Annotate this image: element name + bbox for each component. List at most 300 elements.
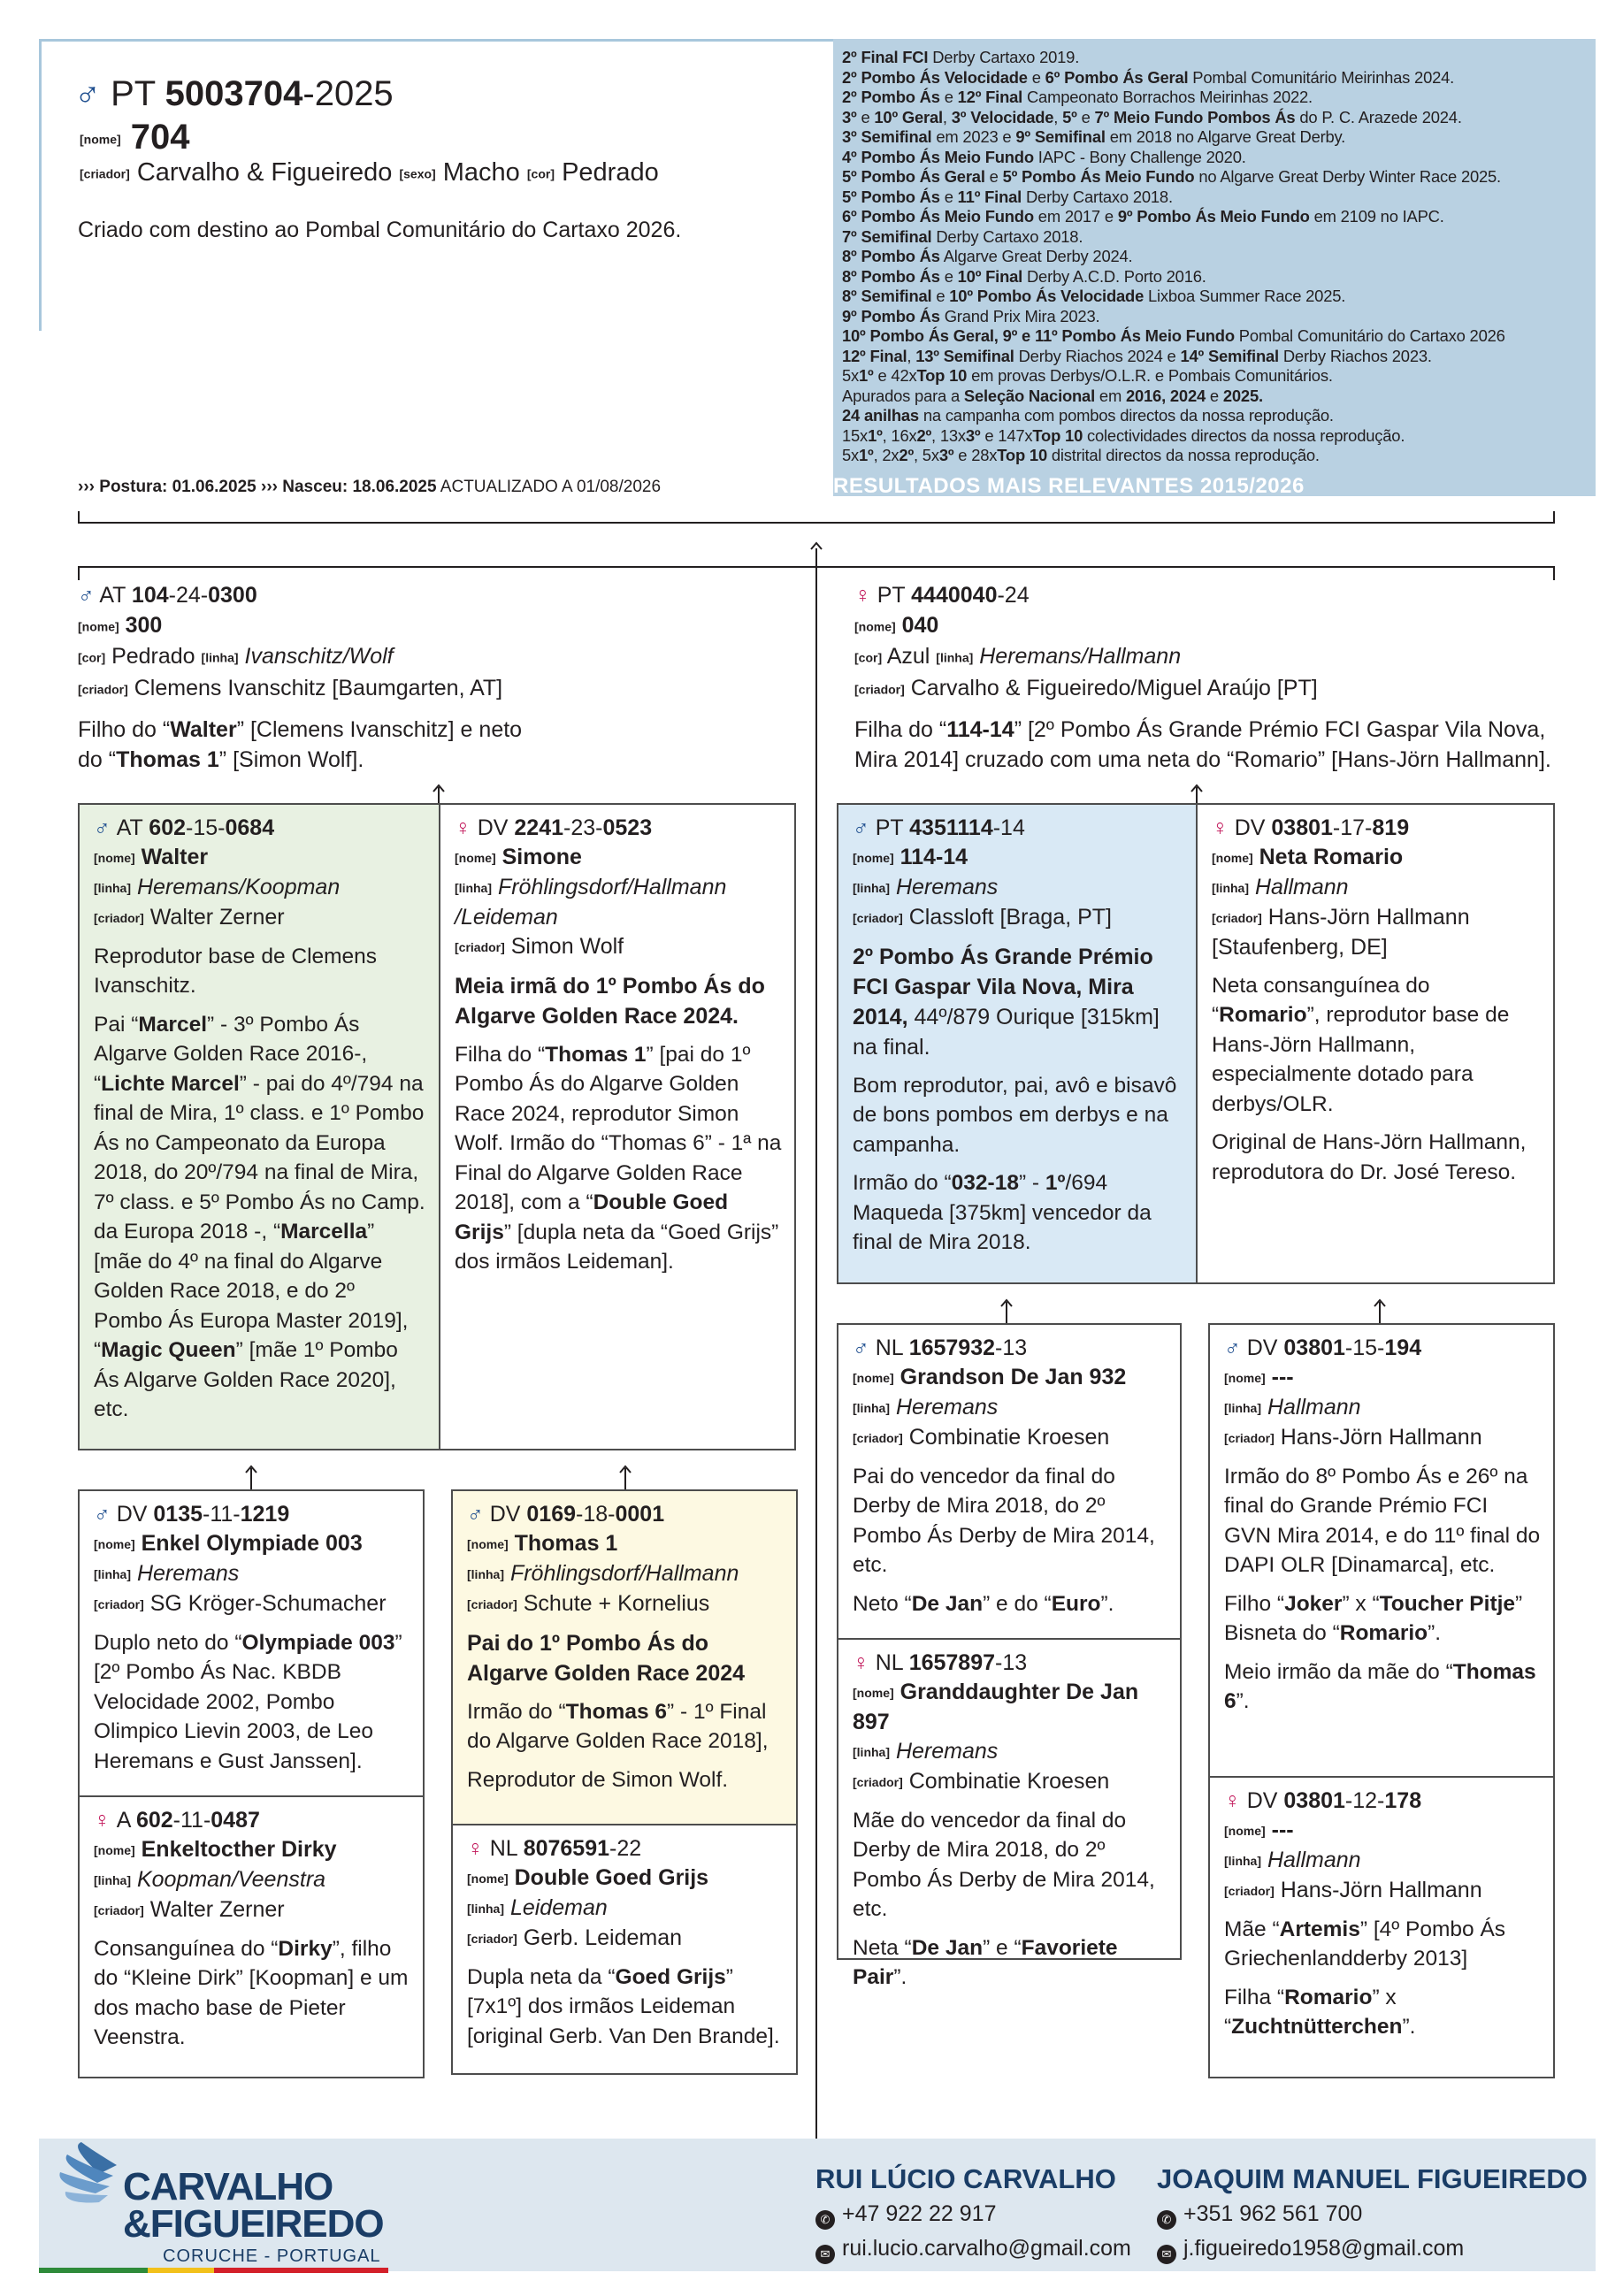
logo-subtitle: CORUCHE - PORTUGAL (163, 2246, 381, 2266)
field-tag: [linha] (853, 1744, 890, 1759)
text-run: Walter Zerner (143, 904, 285, 930)
text-run: 4º Pombo Ás Meio Fundo (842, 147, 1034, 166)
pigeon-breeder (853, 1767, 1167, 1797)
field-tag: [nome] (94, 850, 135, 865)
text-run: PT (877, 583, 912, 608)
text-run: Enkel Olympiade 003 (134, 1531, 363, 1556)
text-run: 12º Final (842, 346, 907, 365)
pigeon-highlight (467, 1628, 784, 1688)
sire-description (78, 715, 821, 775)
text-run: Favoriete Pair (853, 1935, 1118, 1990)
text-run: A (116, 1808, 136, 1833)
text-run: -14 (992, 815, 1025, 840)
text-run: Irmão do “ (853, 1171, 952, 1196)
text-run: e (1076, 107, 1095, 126)
pigeon-description (853, 1933, 1167, 1993)
text-run: -15- (186, 815, 226, 840)
text-run: Filha do “ (455, 1042, 546, 1067)
field-tag: [linha] (467, 1901, 504, 1916)
card-enkeltocther-dirky (78, 1795, 425, 2078)
text-run: , (907, 346, 916, 365)
text-run: 8º Pombo Ás (842, 266, 940, 286)
text-run: 819 (1372, 815, 1410, 840)
card-neta-romario (1196, 803, 1555, 1284)
pigeon-description (853, 1071, 1183, 1160)
field-tag: [nome] (853, 1685, 894, 1700)
field-tag: [cor] (854, 650, 883, 665)
owner-2-email[interactable]: j.figueiredo1958@gmail.com (1183, 2236, 1465, 2261)
pigeon-description (467, 1963, 784, 2052)
pigeon-description (94, 942, 426, 1001)
text-run: Magic Queen (101, 1338, 236, 1363)
pigeon-description (94, 1628, 410, 1777)
updated-date: ACTUALIZADO A 01/08/2026 (440, 478, 662, 496)
text-run: PT (875, 815, 910, 840)
text-run: ” e do “ (983, 1591, 1052, 1616)
text-run: ” [mãe 1º Pombo Ás Algarve Golden Race 2020], etc. (94, 1338, 398, 1422)
pigeon-name (853, 843, 1183, 873)
text-run: e (984, 167, 1003, 186)
text-run: Double Goed Grijs (455, 1190, 729, 1244)
male-icon: ♂ (78, 583, 95, 608)
text-run: 5x (842, 446, 860, 464)
text-run: Hallmann (1261, 1394, 1361, 1420)
field-tag: [linha] (94, 1566, 131, 1581)
female-icon: ♀ (467, 1836, 490, 1861)
text-run: Lichte Marcel (101, 1071, 240, 1096)
text-run: ”. (1428, 1621, 1442, 1646)
text-run: Heremans (131, 1560, 240, 1586)
text-run: 0487 (211, 1808, 260, 1833)
owner-1-phone[interactable]: +47 922 22 917 (842, 2201, 997, 2226)
text-run: e (1027, 67, 1045, 87)
bracket-parents (78, 566, 1555, 568)
male-icon: ♂ (74, 74, 101, 113)
text-run: Combinatie Kroesen (902, 1768, 1110, 1794)
text-run: Mãe “ (1224, 1917, 1280, 1941)
text-run: colectividades directos da nossa reprodução. (1083, 425, 1405, 445)
text-run: 3º Velocidade (951, 107, 1054, 126)
result-line (842, 347, 1587, 367)
email-icon: ✉ (1157, 2245, 1176, 2264)
connector (250, 1468, 252, 1489)
pigeon-description (455, 1040, 782, 1277)
text-run: /694 Maqueda [375km] vencedor da final de Mira 2018. (853, 1171, 1152, 1255)
text-run: e (939, 187, 958, 206)
result-line (842, 307, 1587, 327)
text-run: Derby Riachos 2024 e (1014, 346, 1181, 365)
field-tag: [nome] (94, 1842, 135, 1857)
result-line (842, 366, 1587, 386)
field-tag: [criador] (455, 939, 505, 954)
text-run: Filho do “ (78, 717, 171, 743)
text-run: do P. C. Arazede 2024. (1295, 107, 1462, 126)
pigeon-name (853, 1678, 1167, 1737)
field-tag: [criador] (94, 1596, 144, 1611)
text-run: -23- (563, 815, 603, 840)
text-run: ” [4º Pombo Ás Griechenlandderby 2013] (1224, 1917, 1506, 1971)
text-run: 4351114 (909, 815, 993, 840)
result-line (842, 386, 1587, 407)
email-icon: ✉ (815, 2245, 835, 2264)
dam-ring (877, 583, 1030, 608)
result-line (842, 446, 1587, 466)
text-run: 0001 (615, 1502, 665, 1527)
results-title: RESULTADOS MAIS RELEVANTES 2015/2026 (833, 474, 1305, 498)
sire-name: 300 (125, 613, 163, 638)
text-run: Combinatie Kroesen (902, 1424, 1110, 1450)
text-run: 2241 (514, 815, 564, 840)
dam-description (854, 715, 1597, 775)
main-ring-number: 5003704 (165, 74, 303, 113)
text-run: 6º Pombo Ás Geral (1045, 67, 1189, 87)
result-line (842, 207, 1587, 227)
sire-color-line (78, 641, 821, 672)
text-run: ”, reprodutor base de Hans-Jörn Hallmann, especialmente dotado para derbys/OLR. (1212, 1003, 1510, 1116)
text-run: 6º Pombo Ás Meio Fundo (842, 207, 1034, 226)
logo-text-line2: &FIGUEIREDO (123, 2202, 384, 2246)
text-run: Ivanschitz/Wolf (238, 644, 394, 670)
text-run: 9º Semifinal (1015, 127, 1106, 146)
owner-2 (1157, 2163, 1588, 2264)
pigeon-breeder (94, 1895, 410, 1925)
text-run: 194 (1384, 1336, 1422, 1360)
field-tag: [criador] (94, 910, 144, 925)
text-run: Pombal Comunitário do Cartaxo 2026 (1234, 326, 1505, 345)
text-run: Derby Riachos 2023. (1278, 346, 1432, 365)
sire-breeder (78, 673, 821, 704)
highlight-text: Meia irmã do 1º Pombo Ás do Algarve Golden Race 2024. (455, 973, 765, 1029)
text-run: 0300 (208, 583, 257, 608)
text-run: e 28x (953, 446, 998, 464)
connector (1196, 787, 1198, 803)
male-icon: ♂ (94, 815, 117, 840)
text-run: 1º (1045, 1171, 1066, 1196)
text-run: AT (99, 583, 132, 608)
name-tag: [nome] (854, 619, 896, 634)
card-thomas-1 (451, 1489, 798, 1825)
text-run: Azul (882, 644, 937, 670)
text-run: Mãe do vencedor da final do Derby de Mira 2018, do 2º Pombo Ás Derby de Mira 2014, etc. (853, 1808, 1155, 1922)
text-run: Marcel (138, 1012, 208, 1037)
text-run: 1219 (240, 1502, 290, 1527)
text-run: 13º Semifinal (915, 346, 1014, 365)
highlight-text: 2º Pombo Ás Grande Prémio FCI Gaspar Vila Nova, Mira 2014, (853, 944, 1153, 1029)
logo-text-line1: CARVALHO (123, 2165, 333, 2208)
card-simone (439, 803, 796, 1450)
pigeon-breeder (1224, 1423, 1541, 1453)
text-run: ”. (1236, 1689, 1250, 1714)
pigeon-highlight (455, 971, 782, 1031)
text-run: 1657897 (908, 1650, 996, 1675)
text-run: e (1206, 386, 1223, 405)
text-run: Seleção Nacional (963, 386, 1095, 405)
field-tag: [criador] (853, 1774, 903, 1789)
main-sex: Macho (442, 158, 520, 187)
ring-number (467, 1500, 784, 1529)
text-run: 10º Pombo Ás Geral, 9º e 11º Pombo Ás Meio Fundo (842, 326, 1235, 345)
text-run: ” [pai do 1º Pombo Ás do Algarve Golden Race 2024, reprodutor Simon Wolf. Irmão do “Thomas 6” - 1ª na Final do Algarve Golden Race 2018], com a “ (455, 1042, 782, 1215)
pigeon-line (467, 1894, 784, 1924)
text-run: 03801 (1283, 1788, 1345, 1813)
text-run: Walter (134, 845, 209, 869)
text-run: 3º Semifinal (842, 127, 932, 146)
text-run: 2º Final FCI (842, 48, 929, 66)
pigeon-description (467, 1765, 784, 1795)
text-run: ” [dupla neta da “Goed Grijs” dos irmãos Leideman]. (455, 1220, 779, 1274)
text-run: Grand Prix Mira 2023. (939, 306, 1100, 325)
field-tag: [linha] (455, 880, 492, 895)
text-run: e (856, 107, 875, 126)
text-run: Campeonato Borrachos Meirinhas 2022. (1022, 88, 1313, 106)
pigeon-breeder (94, 1589, 410, 1619)
born-date: Nasceu: 18.06.2025 (282, 478, 437, 496)
main-name-row (80, 117, 190, 159)
text-run: Heremans (890, 1394, 999, 1420)
text-run: Derby Cartaxo 2018. (931, 226, 1083, 246)
dam (854, 580, 1597, 775)
text-run: ” [mãe do 4º na final do Algarve Golden Race 2018, e do 2º Pombo Ás Europa Master 2019], “ (94, 1220, 409, 1363)
text-run: 2º (899, 446, 914, 464)
field-tag: [linha] (1224, 1400, 1261, 1415)
field-tag: [linha] (94, 880, 131, 895)
text-run: ” Bisneta do “ (1224, 1591, 1523, 1646)
text-run: -13 (995, 1336, 1028, 1360)
text-run: ” [Clemens Ivanschitz] e neto (236, 717, 523, 743)
text-run: DV (116, 1502, 154, 1527)
pigeon-description (1224, 1983, 1541, 2042)
pigeon-name (467, 1864, 784, 1894)
text-run: 1º (859, 446, 874, 464)
text-run: Joker (1284, 1591, 1343, 1616)
text-run: SG Kröger-Schumacher (143, 1590, 387, 1616)
pigeon-line (455, 873, 782, 932)
field-tag: [nome] (467, 1536, 509, 1551)
text-run: Filha “ (1224, 1985, 1285, 2009)
text-run: ” x “ (1342, 1591, 1380, 1616)
text-run: --- (1265, 1365, 1294, 1389)
male-icon: ♂ (853, 1336, 876, 1360)
pigeon-line (94, 1559, 410, 1589)
field-tag: [criador] (854, 682, 905, 697)
text-run: 24 anilhas (842, 406, 919, 425)
pigeon-description (853, 1168, 1183, 1258)
card-114-14 (837, 803, 1198, 1284)
result-line (842, 88, 1587, 108)
connector (624, 1468, 626, 1489)
main-name: 704 (130, 118, 190, 157)
text-run: Carvalho & Figueiredo/Miguel Araújo [PT] (904, 675, 1318, 700)
owner-1 (815, 2163, 1131, 2264)
text-run: 5º Pombo Ás (842, 187, 940, 206)
card-03801-12-178 (1208, 1776, 1555, 2078)
pigeon-name (94, 1529, 410, 1559)
text-run: 15x (842, 425, 869, 445)
text-run: 5º Pombo Ás Geral (842, 167, 985, 186)
text-run: De Jan (911, 1935, 984, 1960)
name-tag: [nome] (78, 619, 119, 634)
text-run: -24- (168, 583, 209, 608)
text-run: -22 (609, 1836, 642, 1861)
field-tag: [nome] (467, 1871, 509, 1886)
pigeon-description (1212, 971, 1541, 1120)
text-run: Thomas 1 (116, 747, 219, 773)
card-double-goed-grijs (451, 1824, 798, 2075)
text-run: Goed Grijs (615, 1964, 726, 1989)
pigeon-name (1212, 843, 1541, 873)
female-icon: ♀ (1224, 1788, 1247, 1813)
text-run: DV (489, 1502, 527, 1527)
pigeon-line (853, 1737, 1167, 1767)
sex-tag: [sexo] (399, 166, 436, 181)
main-color: Pedrado (562, 158, 659, 187)
text-run: Simon Wolf (504, 933, 624, 959)
result-line (842, 247, 1587, 267)
results-list (842, 48, 1587, 466)
text-run: Neto “ (853, 1591, 912, 1616)
field-tag: [criador] (1212, 910, 1262, 925)
text-run: ” - 1º Final do Algarve Golden Race 2018], (467, 1699, 769, 1754)
text-run: distrital directos da nossa reprodução. (1046, 446, 1320, 464)
pigeon-line (94, 873, 426, 903)
text-run: Koopman/Veenstra (131, 1866, 326, 1892)
header (39, 39, 1596, 496)
ring-number (94, 814, 426, 843)
ring-number (94, 1806, 410, 1835)
bracket-tick-right (1553, 511, 1555, 524)
text-run: Enkeltocther Dirky (134, 1837, 337, 1862)
dam-breeder (854, 673, 1597, 704)
text-run: Fröhlingsdorf/Hallmann (504, 1560, 739, 1586)
text-run: 178 (1384, 1788, 1422, 1813)
field-tag: [criador] (1224, 1430, 1275, 1445)
text-run: na campanha com pombos directos da nossa reprodução. (918, 406, 1334, 425)
pigeon-name (455, 843, 782, 873)
text-run: e (939, 266, 958, 286)
text-run: Hallmann (1261, 1847, 1361, 1872)
text-run: Neta consanguínea do “ (1212, 973, 1430, 1028)
field-tag: [linha] (94, 1872, 131, 1887)
male-icon: ♂ (853, 815, 876, 840)
owner-2-name: JOAQUIM MANUEL FIGUEIREDO (1157, 2163, 1588, 2194)
pigeon-breeder (853, 1423, 1167, 1453)
pigeon-name (94, 1835, 410, 1865)
text-run: Thomas 1 (545, 1042, 647, 1067)
text-run: , 5x (913, 446, 939, 464)
main-breeder: Carvalho & Figueiredo (136, 158, 393, 187)
text-run: 03801 (1283, 1336, 1345, 1360)
text-run: 602 (149, 815, 187, 840)
text-run: 2º (916, 425, 932, 445)
text-run: Lixboa Summer Race 2025. (1144, 287, 1346, 305)
ring-number (853, 1334, 1167, 1363)
text-run: Derby A.C.D. Porto 2016. (1022, 266, 1206, 286)
result-line (842, 267, 1587, 287)
main-ring-year: -2025 (302, 74, 394, 113)
field-tag: [nome] (1212, 850, 1253, 865)
text-run: 9º Pombo Ás (842, 306, 940, 325)
pigeon-description (853, 1589, 1167, 1619)
phone-icon: ✆ (1157, 2210, 1176, 2230)
text-run: Derby Cartaxo 2019. (928, 48, 1080, 66)
text-run: 10º Final (957, 266, 1023, 286)
text-run: Thomas 6 (565, 1699, 668, 1724)
text-run: ”. (893, 1965, 907, 1990)
main-ring (74, 73, 394, 115)
pigeon-line (853, 1393, 1167, 1423)
text-run: ”. (1100, 1591, 1114, 1616)
owner-1-email[interactable]: rui.lucio.carvalho@gmail.com (842, 2236, 1131, 2261)
result-line (842, 326, 1587, 347)
text-run: 7º Semifinal (842, 226, 932, 246)
owner-2-phone[interactable]: +351 962 561 700 (1183, 2201, 1363, 2226)
text-run: , 2x (873, 446, 900, 464)
pigeon-description (853, 1462, 1167, 1580)
text-run: e (931, 287, 950, 305)
text-run: 1º (859, 366, 874, 385)
field-tag: [linha] (853, 1400, 890, 1415)
text-run: 104 (131, 583, 169, 608)
dam-color-line (854, 641, 1597, 672)
text-run: 1657932 (908, 1336, 996, 1360)
text-run: Walter (170, 717, 237, 743)
ring-number (94, 1500, 410, 1529)
text-run: Romario (1339, 1621, 1428, 1646)
result-line (842, 148, 1587, 168)
field-tag: [nome] (94, 1536, 135, 1551)
field-tag: [criador] (94, 1902, 144, 1917)
field-tag: [linha] (1224, 1853, 1261, 1868)
text-run: em provas Derbys/O.L.R. e Pombais Comunitários. (967, 366, 1333, 385)
result-line (842, 127, 1587, 148)
pigeon-line (853, 873, 1183, 903)
field-tag: [criador] (78, 682, 128, 697)
text-run: , (942, 107, 952, 126)
pigeon-description (94, 1010, 426, 1425)
text-run: AT (116, 815, 149, 840)
text-run: Romario (1284, 1985, 1373, 2009)
text-run: DV (1246, 1788, 1284, 1813)
text-run: Schute + Kornelius (517, 1590, 710, 1616)
pigeon-line (94, 1865, 410, 1895)
card-enkel-olympiade (78, 1489, 425, 1797)
text-run: 0169 (526, 1502, 577, 1527)
result-line (842, 188, 1587, 208)
text-run: 7º Meio Fundo Pombos Ás (1094, 107, 1296, 126)
results-panel (833, 39, 1596, 496)
female-icon: ♀ (1212, 815, 1235, 840)
phone-icon: ✆ (815, 2210, 835, 2230)
text-run: IAPC - Bony Challenge 2020. (1033, 147, 1246, 166)
result-line (842, 108, 1587, 128)
text-run: 114-14 (946, 717, 1014, 743)
text-run: Romario (1219, 1003, 1307, 1028)
text-run: ” e “ (983, 1935, 1022, 1960)
text-run: 5x (842, 366, 860, 385)
text-run: ” x “ (1224, 1985, 1397, 2040)
text-run: ” - pai do 4º/794 na final de Mira, 1º class. e 1º Pombo Ás no Campeonato da Europa 2018, do 20º/794 na final de Mira, 7º class. e 5º Pombo Ás no Camp. da Europa 2018 -, “ (94, 1071, 425, 1244)
text-run: Gerb. Leideman (517, 1925, 683, 1950)
field-tag: [nome] (853, 850, 894, 865)
text-run: NL (489, 1836, 524, 1861)
text-run: Double Goed Grijs (508, 1865, 709, 1890)
text-run: 032-18 (951, 1171, 1019, 1196)
pigeon-line (1224, 1393, 1541, 1423)
result-line (842, 68, 1587, 88)
text-run: 3º (965, 425, 981, 445)
text-run: -13 (995, 1650, 1028, 1675)
text-run: Toucher Pitje (1379, 1591, 1516, 1616)
